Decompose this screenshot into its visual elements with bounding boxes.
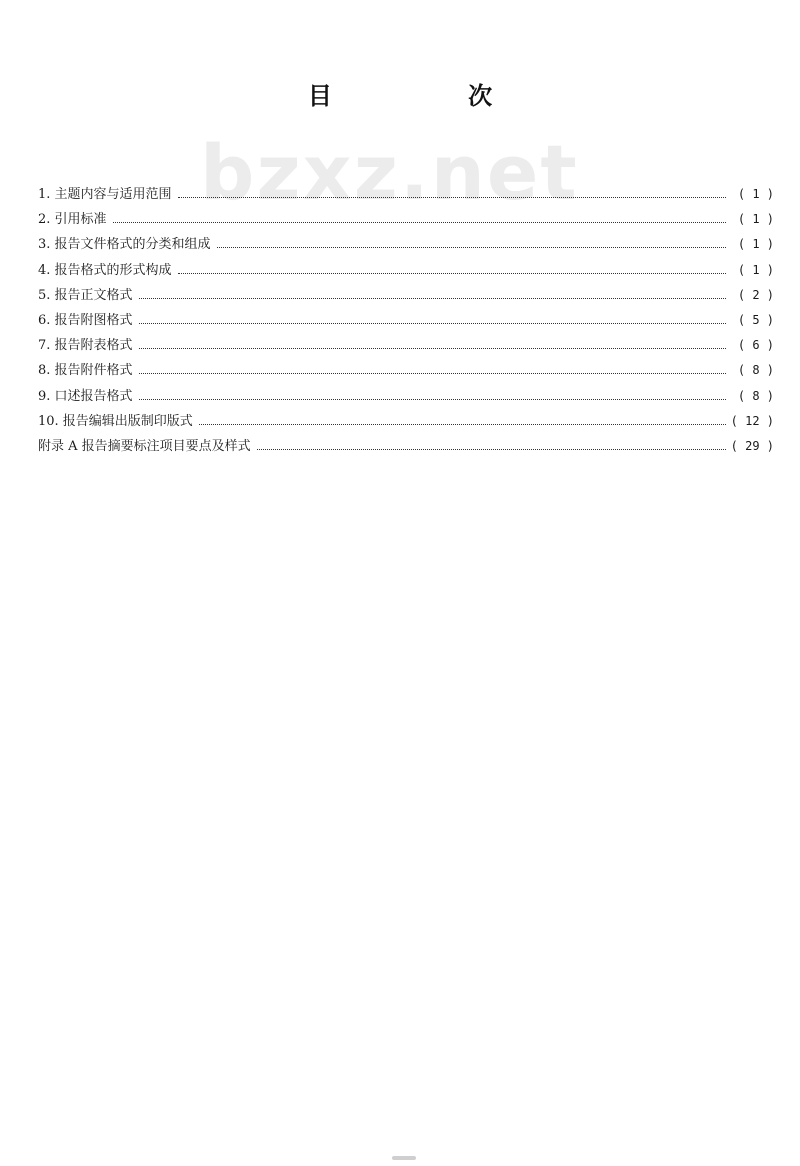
watermark: bzxz.net [200, 128, 579, 217]
toc-entry[interactable] [38, 434, 774, 459]
toc-entry-page: ( 8 ) [737, 388, 774, 403]
toc-dot-leader [199, 424, 726, 425]
toc-entry-page: ( 8 ) [737, 363, 774, 378]
toc-entry[interactable] [38, 333, 774, 358]
toc-dot-leader [139, 348, 726, 349]
toc-entry-page: ( 12 ) [730, 413, 774, 428]
table-of-contents [38, 182, 774, 459]
toc-entry[interactable] [38, 358, 774, 383]
toc-dot-leader [257, 449, 726, 450]
toc-dot-leader [217, 247, 726, 248]
toc-entry-label: 6. 报告附图格式 [38, 312, 133, 328]
toc-dot-leader [139, 323, 726, 324]
toc-entry-page: ( 2 ) [737, 287, 774, 302]
toc-dot-leader [139, 373, 726, 374]
toc-entry-label: 附录 A 报告摘要标注项目要点及样式 [38, 438, 251, 454]
toc-entry-page: ( 29 ) [730, 438, 774, 453]
toc-entry[interactable] [38, 207, 774, 232]
toc-entry-label: 10. 报告编辑出版制印版式 [38, 413, 193, 429]
toc-dot-leader [139, 399, 726, 400]
toc-dot-leader [178, 273, 726, 274]
toc-entry[interactable] [38, 182, 774, 207]
page-footer-mark [392, 1156, 416, 1160]
toc-entry-page: ( 6 ) [737, 338, 774, 353]
toc-entry[interactable] [38, 232, 774, 257]
toc-dot-leader [139, 298, 726, 299]
toc-entry[interactable] [38, 283, 774, 308]
toc-dot-leader [178, 197, 726, 198]
page-title: 目 次 [307, 82, 557, 110]
toc-entry-label: 5. 报告正文格式 [38, 287, 133, 303]
toc-entry-page: ( 1 ) [737, 262, 774, 277]
toc-entry[interactable] [38, 258, 774, 283]
toc-entry[interactable] [38, 384, 774, 409]
toc-entry[interactable] [38, 308, 774, 333]
toc-dot-leader [113, 222, 726, 223]
toc-entry-page: ( 1 ) [737, 212, 774, 227]
toc-entry-label: 4. 报告格式的形式构成 [38, 262, 172, 278]
toc-entry-label: 3. 报告文件格式的分类和组成 [38, 237, 211, 253]
toc-entry-label: 2. 引用标准 [38, 212, 107, 228]
toc-entry-label: 1. 主题内容与适用范围 [38, 187, 172, 202]
toc-entry[interactable] [38, 409, 774, 434]
toc-entry-page: ( 1 ) [737, 187, 774, 201]
toc-entry-page: ( 5 ) [737, 312, 774, 327]
toc-entry-page: ( 1 ) [737, 237, 774, 252]
toc-entry-label: 9. 口述报告格式 [38, 388, 133, 404]
toc-entry-label: 7. 报告附表格式 [38, 338, 133, 354]
toc-entry-label: 8. 报告附件格式 [38, 363, 133, 379]
